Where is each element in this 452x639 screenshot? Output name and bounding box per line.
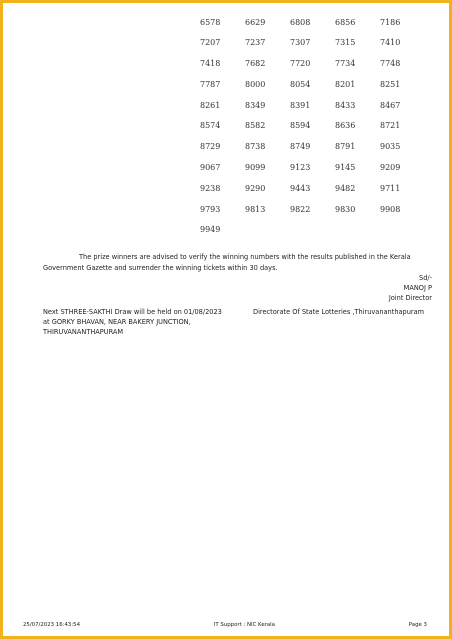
winning-number: 9949 — [200, 225, 221, 235]
footer-page-number: Page 3 — [408, 622, 427, 628]
winning-number: 6578 — [200, 17, 221, 27]
winning-number: 7720 — [290, 59, 311, 69]
winning-number: 7315 — [335, 38, 356, 48]
winning-number: 8749 — [290, 142, 311, 152]
winning-number: 9443 — [290, 183, 311, 193]
winning-number: 8636 — [335, 121, 356, 131]
winning-number: 9035 — [380, 142, 401, 152]
numbers-row — [200, 12, 425, 32]
winning-number: 9099 — [245, 163, 266, 173]
winning-number: 9813 — [245, 204, 266, 214]
winning-number: 8349 — [245, 100, 266, 110]
winning-number: 9123 — [290, 163, 311, 173]
signatory-designation: Joint Director — [388, 294, 432, 302]
winning-number: 9822 — [290, 204, 311, 214]
signature-sd: Sd/- — [419, 274, 432, 282]
next-draw-line-3: THIRUVANANTHAPURAM — [43, 328, 124, 336]
signatory-name: MANOJ P — [403, 284, 432, 292]
winning-number: 7682 — [245, 59, 266, 69]
winning-number: 9238 — [200, 183, 221, 193]
notice-line-2: Government Gazette and surrender the winning tickets within 30 days. — [43, 263, 278, 272]
winning-number: 6856 — [335, 17, 356, 27]
numbers-row — [200, 158, 425, 178]
winning-number: 8000 — [245, 79, 266, 89]
winning-number: 8201 — [335, 79, 356, 89]
next-draw-line-2: at GORKY BHAVAN, NEAR BAKERY JUNCTION, — [43, 318, 191, 326]
winning-number: 8582 — [245, 121, 266, 131]
winning-number: 8791 — [335, 142, 356, 152]
numbers-row — [200, 137, 425, 157]
winning-number: 7787 — [200, 79, 221, 89]
winning-number: 9908 — [380, 204, 401, 214]
winning-number: 7748 — [380, 59, 401, 69]
winning-number: 8251 — [380, 79, 401, 89]
winning-number: 7418 — [200, 59, 221, 69]
winning-number: 8467 — [380, 100, 401, 110]
next-draw-line-1: Next STHREE-SAKTHI Draw will be held on 01/08/2023 — [43, 308, 222, 316]
winning-number: 9290 — [245, 183, 266, 193]
winning-number: 9711 — [380, 183, 401, 193]
winning-numbers-grid — [200, 12, 425, 241]
winning-number: 8391 — [290, 100, 311, 110]
winning-number: 6808 — [290, 17, 311, 27]
winning-number: 6629 — [245, 17, 266, 27]
winning-number: 8054 — [290, 79, 311, 89]
winning-number: 8721 — [380, 121, 401, 131]
winning-number: 9145 — [335, 163, 356, 173]
numbers-row — [200, 33, 425, 53]
winning-number: 8574 — [200, 121, 221, 131]
numbers-row — [200, 74, 425, 94]
winners-notice — [43, 252, 433, 273]
winning-number: 7307 — [290, 38, 311, 48]
winning-number: 8261 — [200, 100, 221, 110]
winning-number: 8594 — [290, 121, 311, 131]
winning-number: 9067 — [200, 163, 221, 173]
notice-line-1: The prize winners are advised to verify the winning numbers with the results published in the Kerala — [79, 253, 411, 261]
numbers-row — [200, 178, 425, 198]
numbers-row — [200, 95, 425, 115]
footer-timestamp: 25/07/2023 16:43:54 — [23, 622, 80, 628]
signature-block — [312, 273, 432, 303]
winning-number: 8729 — [200, 142, 221, 152]
footer-support: IT Support : NIC Kerala — [213, 622, 275, 628]
winning-number: 9793 — [200, 204, 221, 214]
numbers-row — [200, 54, 425, 74]
winning-number: 7410 — [380, 38, 401, 48]
winning-number: 7734 — [335, 59, 356, 69]
winning-number: 7207 — [200, 38, 221, 48]
numbers-row — [200, 199, 425, 219]
winning-number: 8433 — [335, 100, 356, 110]
directorate-name: Directorate Of State Lotteries ,Thiruvananthapuram — [253, 308, 425, 316]
numbers-row — [200, 116, 425, 136]
winning-number: 9209 — [380, 163, 401, 173]
numbers-row — [200, 220, 425, 240]
winning-number: 9830 — [335, 204, 356, 214]
winning-number: 7237 — [245, 38, 266, 48]
winning-number: 8738 — [245, 142, 266, 152]
next-draw-info — [43, 307, 243, 337]
winning-number: 7186 — [380, 17, 401, 27]
winning-number: 9482 — [335, 183, 356, 193]
page-footer — [23, 622, 427, 628]
